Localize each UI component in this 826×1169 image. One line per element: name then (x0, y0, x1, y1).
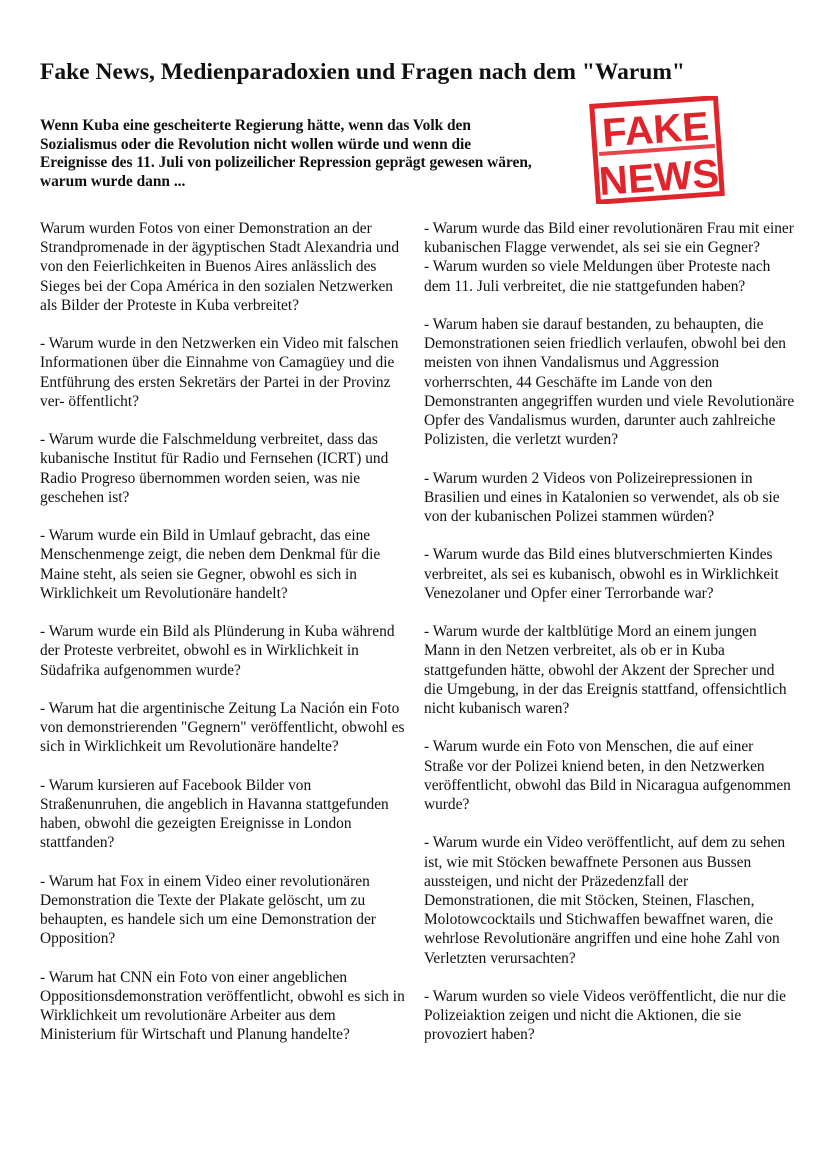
question-paragraph: - Warum kursieren auf Facebook Bilder von Straßenunruhen, die angeblich in Havanna stattgefunden haben, obwohl die gezeigten Ereignisse in London stattfanden? (40, 776, 389, 852)
question-paragraph: - Warum wurden 2 Videos von Polizeirepressionen in Brasilien und eines in Katalonien so verwendet, als ob sie von der kubanischen Polizei stammen würden? (424, 469, 780, 526)
question-paragraph: Warum wurden Fotos von einer Demonstration an der Strandpromenade in der ägyptischen Stadt Alexandria und von den Feierlichkeiten in Buenos Aires anlässlich des Sieges bei der Copa América in den sozialen Netzwerken als Bilder der Proteste in Kuba verbreitet? (40, 220, 400, 314)
question-paragraph: - Warum wurde die Falschmeldung verbreitet, dass das kubanische Institut für Radio und Fernsehen (ICRT) und Radio Progreso übernommen worden seien, was nie geschehen ist? (40, 431, 389, 506)
left-column (40, 219, 408, 1064)
stamp-text-fake: FAKE (600, 104, 711, 156)
question-paragraph: - Warum haben sie darauf bestanden, zu behaupten, die Demonstrationen seien friedlich verlaufen, obwohl bei den meisten von ihnen Vandalismus und Aggression vorherrschten, 44 Geschäfte im Lande von den Demonstranten angegriffen wurden und viele Revolutionäre Opfer des Vandalismus wurden, darunter auch zahlreiche Polizisten, die verletzt wurden? (424, 316, 795, 449)
right-column (424, 219, 796, 1064)
question-paragraph: - Warum hat CNN ein Foto von einer angeblichen Oppositionsdemonstration veröffentlicht, obwohl es sich in Wirklichkeit um revolutionäre Arbeiter aus dem Ministerium für Wirtschaft und Planung handelte? (40, 968, 405, 1044)
question-paragraph: - Warum wurde das Bild einer revolutionären Frau mit einer kubanischen Flagge verwendet, als sei sie ein Gegner? - Warum wurden so viele Meldungen über Proteste nach dem 11. Juli verbreitet, die nie stattgefunden haben? (424, 220, 794, 295)
question-paragraph: - Warum wurde in den Netzwerken ein Video mit falschen Informationen über die Einnahme von Camagüey und die Entführung des ersten Sekretärs der Partei in der Provinz ver- öffentlicht? (40, 335, 399, 410)
question-paragraph: - Warum wurde der kaltblütige Mord an einem jungen Mann in den Netzen verbreitet, als ob er in Kuba stattgefunden hätte, obwohl der Akzent der Sprecher und die Umgebung, in der das Ereignis stattfand, offensichtlich nicht kubanisch waren? (424, 623, 787, 718)
question-paragraph: - Warum hat Fox in einem Video einer revolutionären Demonstration die Texte der Plakate gelöscht, um zu behaupten, es handele sich um eine Demonstration der Opposition? (40, 872, 376, 948)
stamp-text-news: NEWS (597, 151, 721, 204)
question-paragraph: - Warum wurde ein Foto von Menschen, die auf einer Straße vor der Polizei kniend beten, in den Netzwerken veröffentlicht, obwohl das Bild in Nicaragua aufgenommen wurde? (424, 738, 791, 814)
page-title: Fake News, Medienparadoxien und Fragen nach dem "Warum" (40, 59, 685, 85)
question-paragraph: - Warum wurde ein Video veröffentlicht, auf dem zu sehen ist, wie mit Stöcken bewaffnete Personen aus Bussen aussteigen, und nicht der Präzedenzfall der Demonstrationen, die mit Stöcken, Steinen, Flaschen, Molotowcocktails und Stichwaffen bewaffnet waren, die wehrlose Revolutionäre angriffen und eine hohe Zahl von Verletzten verursachten? (424, 834, 786, 967)
question-paragraph: - Warum wurde ein Bild in Umlauf gebracht, das eine Menschenmenge zeigt, die neben dem Denkmal für die Maine steht, als seien sie Gegner, obwohl es sich in Wirklichkeit um Revolutionäre handelt? (40, 527, 381, 602)
lead-paragraph: Wenn Kuba eine gescheiterte Regierung hätte, wenn das Volk den Sozialismus oder die Revolution nicht wollen würde und wenn die Ereignisse des 11. Juli von polizeilicher Repression geprägt gewesen wären, warum wurde dann ... (40, 117, 532, 190)
question-paragraph: - Warum wurden so viele Videos veröffentlicht, die nur die Polizeiaktion zeigen und nicht die Aktionen, die sie provoziert haben? (424, 988, 786, 1044)
question-paragraph: - Warum hat die argentinische Zeitung La Nación ein Foto von demonstrierenden "Gegnern" veröffentlicht, obwohl es sich in Wirklichkeit um Revolutionäre handelte? (40, 700, 405, 756)
fake-news-stamp-icon (585, 96, 727, 204)
question-paragraph: - Warum wurde ein Bild als Plünderung in Kuba während der Proteste verbreitet, obwohl es in Wirklichkeit in Südafrika aufgenommen wurde? (40, 623, 395, 679)
question-paragraph: - Warum wurde das Bild eines blutverschmierten Kindes verbreitet, als sei es kubanisch, obwohl es in Wirklichkeit Venezolaner und Opfer einer Terrorbande war? (424, 546, 779, 602)
